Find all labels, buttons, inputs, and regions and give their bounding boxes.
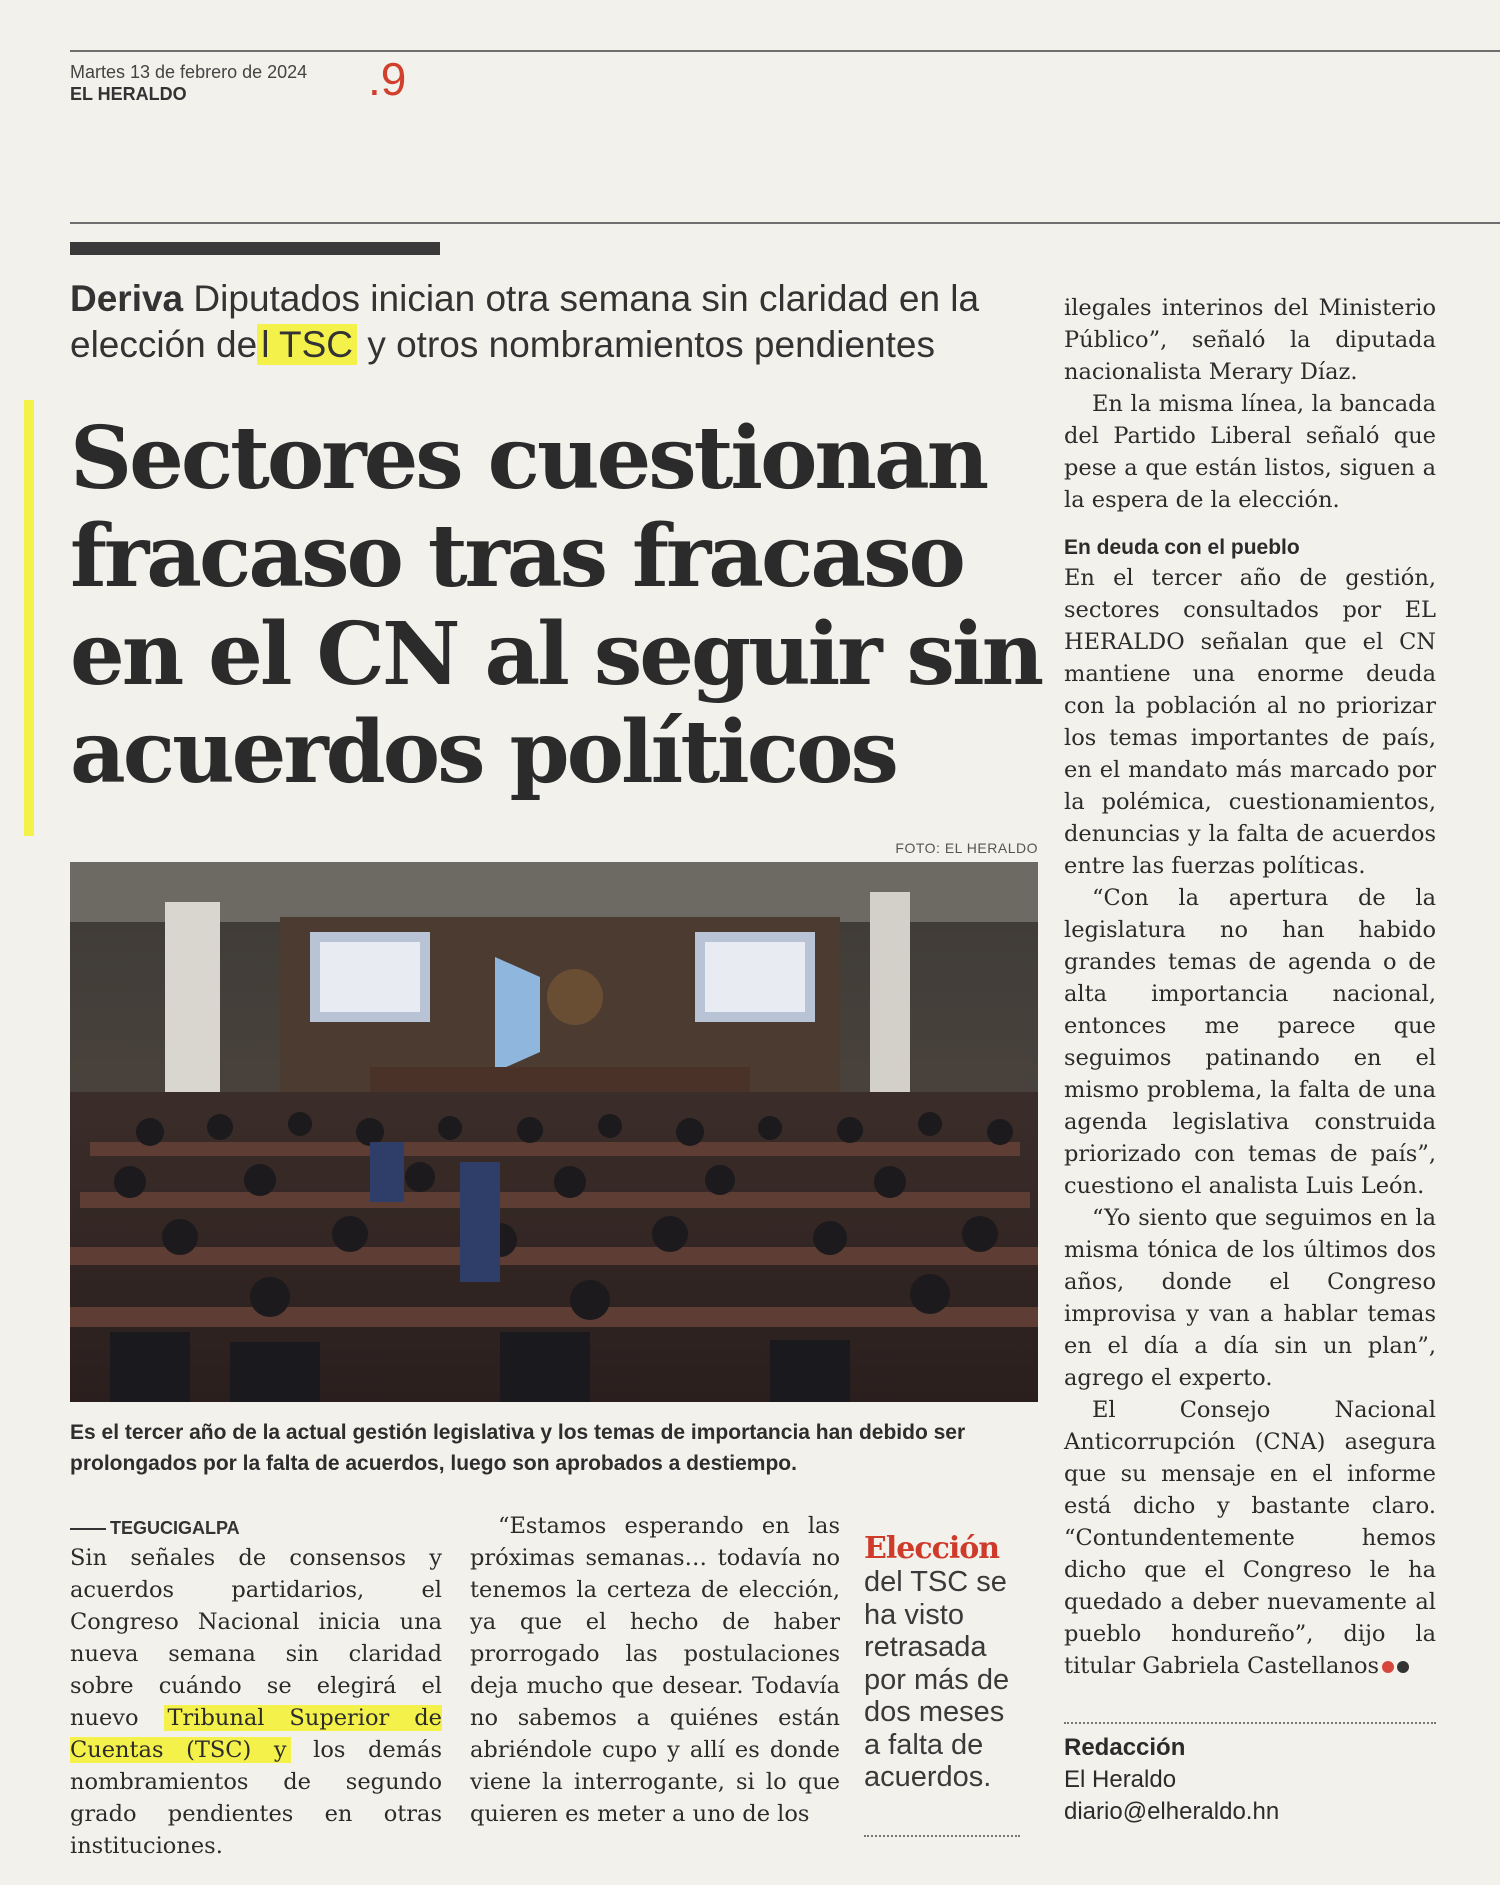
deck-text-a: Diputados inician otra semana sin claridad en la elección de — [70, 278, 980, 365]
col3-p6 — [1064, 1394, 1436, 1682]
deck-highlight: l TSC — [257, 324, 357, 365]
sidebar-text: del TSC se ha visto retrasada por más de dos meses a falta de acuerdos. — [864, 1566, 1010, 1793]
signature-outlet: El Heraldo — [1064, 1766, 1177, 1793]
signature-name: Redacción — [1064, 1734, 1186, 1761]
photo-caption: Es el tercer año de la actual gestión legislativa y los temas de importancia han debido ser prolongados por la falta de acuerdos, luego son aprobados a destiempo. — [70, 1421, 966, 1475]
col1-highlight: Tribunal Superior de Cuentas (TSC) y — [70, 1705, 442, 1763]
section-rule — [70, 222, 1500, 224]
signature-email[interactable]: diario@elheraldo.hn — [1064, 1798, 1280, 1825]
newspaper-name: EL HERALDO — [70, 84, 187, 104]
sidebar-title: Elección — [864, 1531, 1000, 1566]
photo-credit: FOTO: EL HERALDO — [895, 840, 1038, 856]
col3-p1: ilegales interinos del Ministerio Público”, señaló la diputada nacionalista Merary Díaz. — [1064, 295, 1436, 385]
highlighter-mark — [24, 400, 34, 836]
col3-p2: En la misma línea, la bancada del Partido Liberal señaló que pese a que están listos, siguen a la espera de la elección. — [1064, 391, 1436, 513]
congress-photo — [70, 862, 1038, 1402]
col3-p3: En el tercer año de gestión, sectores consultados por EL HERALDO señalan que el CN mantiene una enorme deuda con la población al no priorizar los temas importantes de país, en el mandato más marcado por la polémica, cuestionamientos, denuncias y la falta de acuerdos entre las fuerzas políticas. — [1064, 565, 1436, 879]
headline: Sectores cuestionan fracaso tras fracaso en el CN al seguir sin acuerdos políticos — [70, 408, 1042, 803]
issue-date: Martes 13 de febrero de 2024 — [70, 62, 308, 82]
deck-kicker: Deriva — [70, 278, 184, 319]
column-1 — [70, 1542, 442, 1862]
col1-text-b: los demás nombramientos de segundo grado pendientes en otras instituciones. — [70, 1737, 442, 1859]
section-bar — [70, 242, 440, 255]
sidebar-box — [864, 1532, 1024, 1794]
deck — [70, 276, 1040, 368]
col3-p5: “Yo siento que seguimos en la misma tónica de los últimos dos años, donde el Congreso improvisa y van a hablar temas en el día a día sin un plan”, agrego el experto. — [1064, 1205, 1436, 1391]
col3-p4: “Con la apertura de la legislatura no han habido grandes temas de agenda o de alta importancia nacional, entonces me parece que seguimos patinando en el mismo problema, la falta de una agenda legislativa construida priorizado con temas de país”, cuestiono el analista Luis León. — [1064, 885, 1436, 1199]
col2-paragraph: “Estamos esperando en las próximas semanas… todavía no tenemos la certeza de elección, ya que el hecho de haber prorrogado las postulaciones deja mucho que desear. Todavía no sabemos a quiénes están abriéndole cupo y allí es donde viene la interrogante, si lo que quieren es meter a uno de los — [470, 1513, 840, 1827]
sidebar-rule — [864, 1835, 1020, 1837]
col3-subhead: En deuda con el pueblo — [1064, 536, 1300, 559]
dateline: TEGUCIGALPA — [70, 1518, 240, 1539]
signature-rule — [1064, 1722, 1436, 1724]
top-rule — [70, 50, 1500, 52]
deck-text-b: y otros nombramientos pendientes — [367, 324, 935, 365]
col1-paragraph — [70, 1542, 442, 1862]
page-number: .9 — [368, 53, 407, 105]
signature — [1064, 1732, 1279, 1828]
end-mark-icon — [1379, 1653, 1409, 1679]
column-3 — [1064, 292, 1436, 1682]
column-2 — [470, 1510, 840, 1830]
col3-p6-text: El Consejo Nacional Anticorrupción (CNA) asegura que su mensaje en el informe está dicho y bastante claro. “Contundentemente hemos dicho que el Congreso le ha quedado a deber nuevamente al pueblo hondureño”, dijo la titular Gabriela Castellanos — [1064, 1397, 1436, 1679]
col1-text-a: Sin señales de consensos y acuerdos partidarios, el Congreso Nacional inicia una nueva semana sin claridad sobre cuándo se elegirá el nuevo — [70, 1545, 442, 1731]
